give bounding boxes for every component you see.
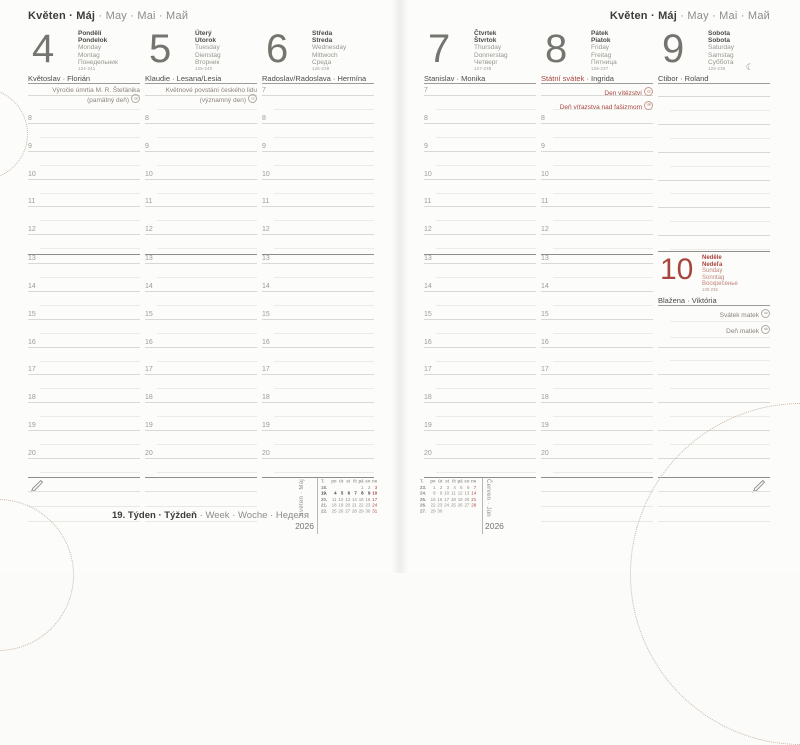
hour-slot-19: [145, 422, 257, 450]
hour-slot-20: [145, 450, 257, 478]
hour-label: 13: [145, 255, 153, 263]
hour-label: 9: [541, 142, 545, 150]
hour-slot-8: [262, 115, 374, 143]
hour-slot-13: [28, 254, 140, 283]
hour-label: 15: [541, 310, 549, 318]
hour-label: 20: [28, 449, 36, 457]
last-quarter-moon-icon: ☾: [745, 62, 754, 72]
day-header: [262, 28, 374, 74]
mothers-day-note: Svátek matek cz: [658, 306, 770, 322]
hour-slot-17: [262, 366, 374, 394]
ruled-line: [658, 96, 770, 97]
sunday-block: [658, 251, 770, 346]
day-of-year: 128-237: [591, 67, 609, 72]
day-of-year: 126-239: [312, 67, 330, 72]
hour-slot-18: [262, 394, 374, 422]
mothers-day-note: Deň matiek sk: [658, 322, 770, 338]
hour-slot-9: [424, 143, 536, 171]
hour-slot-9: [262, 143, 374, 171]
hour-label: 9: [28, 142, 32, 150]
hour-slot-15: [28, 311, 140, 339]
hour-label: 10: [145, 170, 153, 178]
hour-label: 13: [262, 255, 270, 263]
ruled-line: [658, 374, 770, 375]
hour-slot-16: [28, 339, 140, 367]
hour-label: 12: [262, 226, 270, 234]
hour-label: 11: [28, 198, 36, 206]
hour-slot-16: [145, 339, 257, 367]
hour-grid: [145, 87, 257, 478]
hour-label: 20: [424, 449, 432, 457]
month-header-rest: · May · Mai · Май: [677, 10, 770, 22]
country-badge-sk-icon: sk: [761, 325, 770, 334]
hour-label: 12: [541, 226, 549, 234]
nameday-line: Blažena · Viktória: [658, 296, 770, 306]
ruled-line: [658, 402, 770, 403]
hour-slot-15: [541, 311, 653, 339]
mini-calendar-june: [420, 478, 528, 546]
month-header-left: [28, 10, 188, 22]
hour-slot-12: [424, 226, 536, 254]
hour-slot-12: [262, 226, 374, 254]
hour-slot-10: [541, 171, 653, 199]
holiday-note: Květnové povstání českého lidu (významný den) cz: [165, 87, 257, 105]
hour-slot-15: [145, 311, 257, 339]
hour-slot-12: [28, 226, 140, 254]
ruled-line: [670, 110, 770, 111]
hour-label: 14: [28, 282, 36, 290]
hour-label: 20: [145, 449, 153, 457]
hour-label: 8: [424, 114, 428, 122]
hour-label: 16: [262, 338, 270, 346]
day-names: Čtvrtek Štvrtok Thursday Donnerstag Четверг 127-238: [474, 30, 508, 72]
day-of-year: 127-238: [474, 67, 492, 72]
hour-slot-13: [262, 254, 374, 283]
hour-label: 11: [541, 198, 549, 206]
minical-month-label: Květen · Máj: [299, 479, 305, 517]
hour-slot-18: [424, 394, 536, 422]
hour-label: 18: [28, 394, 36, 402]
hour-slot-19: [28, 422, 140, 450]
nameday-line: Radoslav/Radoslava · Hermína: [262, 74, 374, 84]
hour-slot-13: [424, 254, 536, 283]
hour-label: 14: [145, 282, 153, 290]
day-header: [658, 28, 770, 74]
day-number: 10: [660, 253, 694, 286]
hour-label: 9: [145, 142, 149, 150]
hour-label: 10: [424, 170, 432, 178]
month-header-bold: Květen · Máj: [609, 10, 678, 22]
ruled-line: [670, 249, 770, 250]
hour-label: 19: [541, 422, 549, 430]
hour-label: 19: [424, 422, 432, 430]
hour-label: 12: [145, 226, 153, 234]
hour-label: 17: [28, 366, 36, 374]
hour-slot-8: [145, 115, 257, 143]
hour-label: 8: [145, 114, 149, 122]
hour-slot-11: [424, 198, 536, 226]
month-header-bold: Květen · Máj: [28, 10, 96, 22]
saturday-grid: [658, 87, 770, 478]
hour-label: 20: [541, 449, 549, 457]
hour-label: 16: [28, 338, 36, 346]
country-badge-sk-icon: sk: [644, 101, 653, 110]
ruled-line: [658, 207, 770, 208]
hour-label: 13: [424, 255, 432, 263]
hour-slot-11: [145, 198, 257, 226]
mini-calendar-table: T. po út st čt pá so ne 18. 1 2 3 19. 4 5 6 7 8 9 10 20. 11 12 13 14 15 16 17 21. 18 19 20 21 22 23 24 22. 25 26 27 28 29 30 31: [321, 478, 378, 514]
day-of-year: 129-236: [708, 67, 726, 72]
hour-slot-10: [424, 171, 536, 199]
hour-slot-13: [145, 254, 257, 283]
minical-year: 2026: [295, 521, 314, 531]
day-number: 5: [149, 27, 172, 71]
day-number: 6: [266, 27, 289, 71]
hour-slot-10: [262, 171, 374, 199]
ruled-line: [658, 430, 770, 431]
hour-label: 16: [541, 338, 549, 346]
hour-grid: [541, 87, 653, 478]
hour-slot-9: [28, 143, 140, 171]
hour-label: 18: [424, 394, 432, 402]
hour-label: 8: [28, 114, 32, 122]
hour-slot-20: [28, 450, 140, 478]
hour-slot-12: [145, 226, 257, 254]
hour-label: 17: [541, 366, 549, 374]
ruled-line: [658, 235, 770, 236]
hour-label: 17: [424, 366, 432, 374]
hour-label: 19: [145, 422, 153, 430]
hour-slot-14: [262, 283, 374, 311]
hour-slot-15: [424, 311, 536, 339]
hour-label: 10: [262, 170, 270, 178]
hour-grid: [28, 87, 140, 478]
mini-calendar-table: T. po út st čt pá so ne 23. 1 2 3 4 5 6 7 24. 8 9 10 11 12 13 14 25. 15 16 17 18 19 20 21 26. 22 23 24 25 26 27 28 27. 29 30: [420, 478, 477, 514]
hour-label: 12: [28, 226, 36, 234]
hour-label: 14: [262, 282, 270, 290]
hour-slot-14: [541, 283, 653, 311]
hour-slot-8: [541, 115, 653, 143]
hour-label: 16: [424, 338, 432, 346]
hour-slot-18: [28, 394, 140, 422]
month-header-rest: · May · Mai · Май: [95, 10, 189, 22]
day-names: Úterý Utorok Tuesday Dienstag Вторник 125-240: [195, 30, 221, 72]
hour-slot-20: [541, 450, 653, 478]
hour-label: 8: [541, 114, 545, 122]
hour-slot-9: [541, 143, 653, 171]
hour-label: 20: [262, 449, 270, 457]
nameday-line: Klaudie · Lesana/Lesia: [145, 74, 257, 84]
ruled-line: [670, 444, 770, 445]
day-column-monday-4: [28, 28, 140, 478]
country-badge-cz-icon: cz: [761, 309, 770, 318]
hour-slot-17: [424, 366, 536, 394]
nameday-line: Květoslav · Florián: [28, 74, 140, 84]
day-column-saturday-9: [658, 28, 770, 478]
hour-label: 9: [262, 142, 266, 150]
hour-label: 8: [262, 114, 266, 122]
hour-slot-20: [262, 450, 374, 478]
country-badge-cz-icon: cz: [248, 94, 257, 103]
hour-label: 7: [424, 87, 428, 94]
ruled-line: [658, 180, 770, 181]
hour-slot-18: [541, 394, 653, 422]
day-names: Neděle Nedeľa Sunday Sonntag Воскресенье 130-235: [702, 255, 738, 293]
hour-slot-12: [541, 226, 653, 254]
hour-slot-19: [262, 422, 374, 450]
hour-slot-8: [28, 115, 140, 143]
hour-slot-11: [541, 198, 653, 226]
ruled-line: [670, 221, 770, 222]
hour-slot-17: [541, 366, 653, 394]
ruled-line: [658, 152, 770, 153]
country-badge-cz-icon: cz: [644, 87, 653, 96]
day-column-wednesday-6: [262, 28, 374, 478]
left-page: [0, 0, 400, 573]
week-footer: 19. Týden · Týždeň · Week · Woche · Неделя: [112, 510, 309, 521]
day-names: Středa Streda Wednesday Mittwoch Среда 126-239: [312, 30, 347, 72]
day-column-tuesday-5: [145, 28, 257, 478]
hour-slot-14: [145, 283, 257, 311]
ruled-line: [658, 124, 770, 125]
hour-label: 15: [145, 310, 153, 318]
hour-slot-17: [145, 366, 257, 394]
day-number: 8: [545, 27, 568, 71]
day-names: Pondělí Pondelok Monday Montag Понедельник 124-241: [78, 30, 118, 72]
hour-label: 12: [424, 226, 432, 234]
hour-slot-20: [424, 450, 536, 478]
hour-slot-9: [145, 143, 257, 171]
hour-slot-10: [145, 171, 257, 199]
hour-slot-16: [541, 339, 653, 367]
hour-label: 18: [262, 394, 270, 402]
hour-label: 14: [541, 282, 549, 290]
day-of-year: 125-240: [195, 67, 213, 72]
nameday-line: Stanislav · Monika: [424, 74, 536, 84]
hour-slot-8: [424, 115, 536, 143]
hour-grid: [262, 87, 374, 478]
ruled-line: [670, 360, 770, 361]
day-number: 7: [428, 27, 451, 71]
day-names: Pátek Piatok Friday Freitag Пятница 128-237: [591, 30, 617, 72]
notes-area: [28, 477, 140, 532]
day-column-thursday-7: [424, 28, 536, 478]
day-columns-right: [400, 28, 770, 478]
day-header: [145, 28, 257, 74]
ruled-line: [670, 166, 770, 167]
hour-slot-19: [541, 422, 653, 450]
day-header: [658, 252, 770, 295]
hour-slot-13: [541, 254, 653, 283]
hour-slot-19: [424, 422, 536, 450]
hour-label: 15: [28, 310, 36, 318]
hour-label: 13: [28, 255, 36, 263]
hour-label: 10: [541, 170, 549, 178]
hour-label: 11: [262, 198, 270, 206]
hour-slot-10: [28, 171, 140, 199]
ruled-line: [658, 458, 770, 459]
day-names: Sobota Sobota Saturday Samstag Суббота 129-236: [708, 30, 735, 72]
hour-label: 15: [262, 310, 270, 318]
hour-label: 9: [424, 142, 428, 150]
ruled-line: [670, 416, 770, 417]
day-header: [28, 28, 140, 74]
right-page: [400, 0, 800, 573]
ruled-line: [658, 347, 770, 348]
notes-area: [541, 477, 653, 532]
hour-slot-16: [424, 339, 536, 367]
day-of-year: 130-235: [702, 287, 718, 293]
day-number: 9: [662, 27, 685, 71]
hour-slot-16: [262, 339, 374, 367]
state-holiday-note: Den vítězství cz Deň víťazstva nad fašizmom sk: [541, 87, 653, 114]
hour-label: 19: [262, 422, 270, 430]
hour-slot-11: [262, 198, 374, 226]
hour-label: 17: [145, 366, 153, 374]
hour-label: 14: [424, 282, 432, 290]
nameday-line: Ctibor · Roland: [658, 74, 770, 84]
day-of-year: 124-241: [78, 67, 96, 72]
hour-label: 7: [262, 87, 266, 94]
minical-month-label: Červen · Jún: [485, 479, 491, 517]
hour-label: 13: [541, 255, 549, 263]
holiday-note: Výročie úmrtia M. R. Štefánika (pamätný deň) sk: [52, 87, 140, 105]
hour-grid: [424, 87, 536, 478]
country-badge-sk-icon: sk: [131, 94, 140, 103]
hour-label: 16: [145, 338, 153, 346]
hour-label: 15: [424, 310, 432, 318]
hour-label: 11: [424, 198, 432, 206]
minical-divider: [482, 478, 483, 534]
day-columns-left: [0, 28, 374, 478]
hour-slot-7: [262, 87, 374, 115]
hour-slot-18: [145, 394, 257, 422]
hour-label: 18: [541, 394, 549, 402]
ruled-line: [670, 388, 770, 389]
day-header: [424, 28, 536, 74]
minical-year: 2026: [485, 521, 504, 531]
minical-divider: [317, 478, 318, 534]
ruled-line: [670, 138, 770, 139]
notes-area: [658, 477, 770, 532]
hour-slot-11: [28, 198, 140, 226]
hour-label: 11: [145, 198, 153, 206]
nameday-line: Státní svátek · Ingrida: [541, 74, 653, 84]
hour-label: 18: [145, 394, 153, 402]
hour-slot-7: [424, 87, 536, 115]
ruled-line: [670, 193, 770, 194]
day-number: 4: [32, 27, 55, 71]
notes-area: [145, 477, 257, 532]
hour-slot-15: [262, 311, 374, 339]
day-column-friday-8: [541, 28, 653, 478]
month-header-right: [610, 10, 770, 22]
hour-label: 10: [28, 170, 36, 178]
hour-slot-14: [424, 283, 536, 311]
hour-label: 19: [28, 422, 36, 430]
hour-label: 17: [262, 366, 270, 374]
day-header: [541, 28, 653, 74]
hour-slot-14: [28, 283, 140, 311]
hour-slot-17: [28, 366, 140, 394]
